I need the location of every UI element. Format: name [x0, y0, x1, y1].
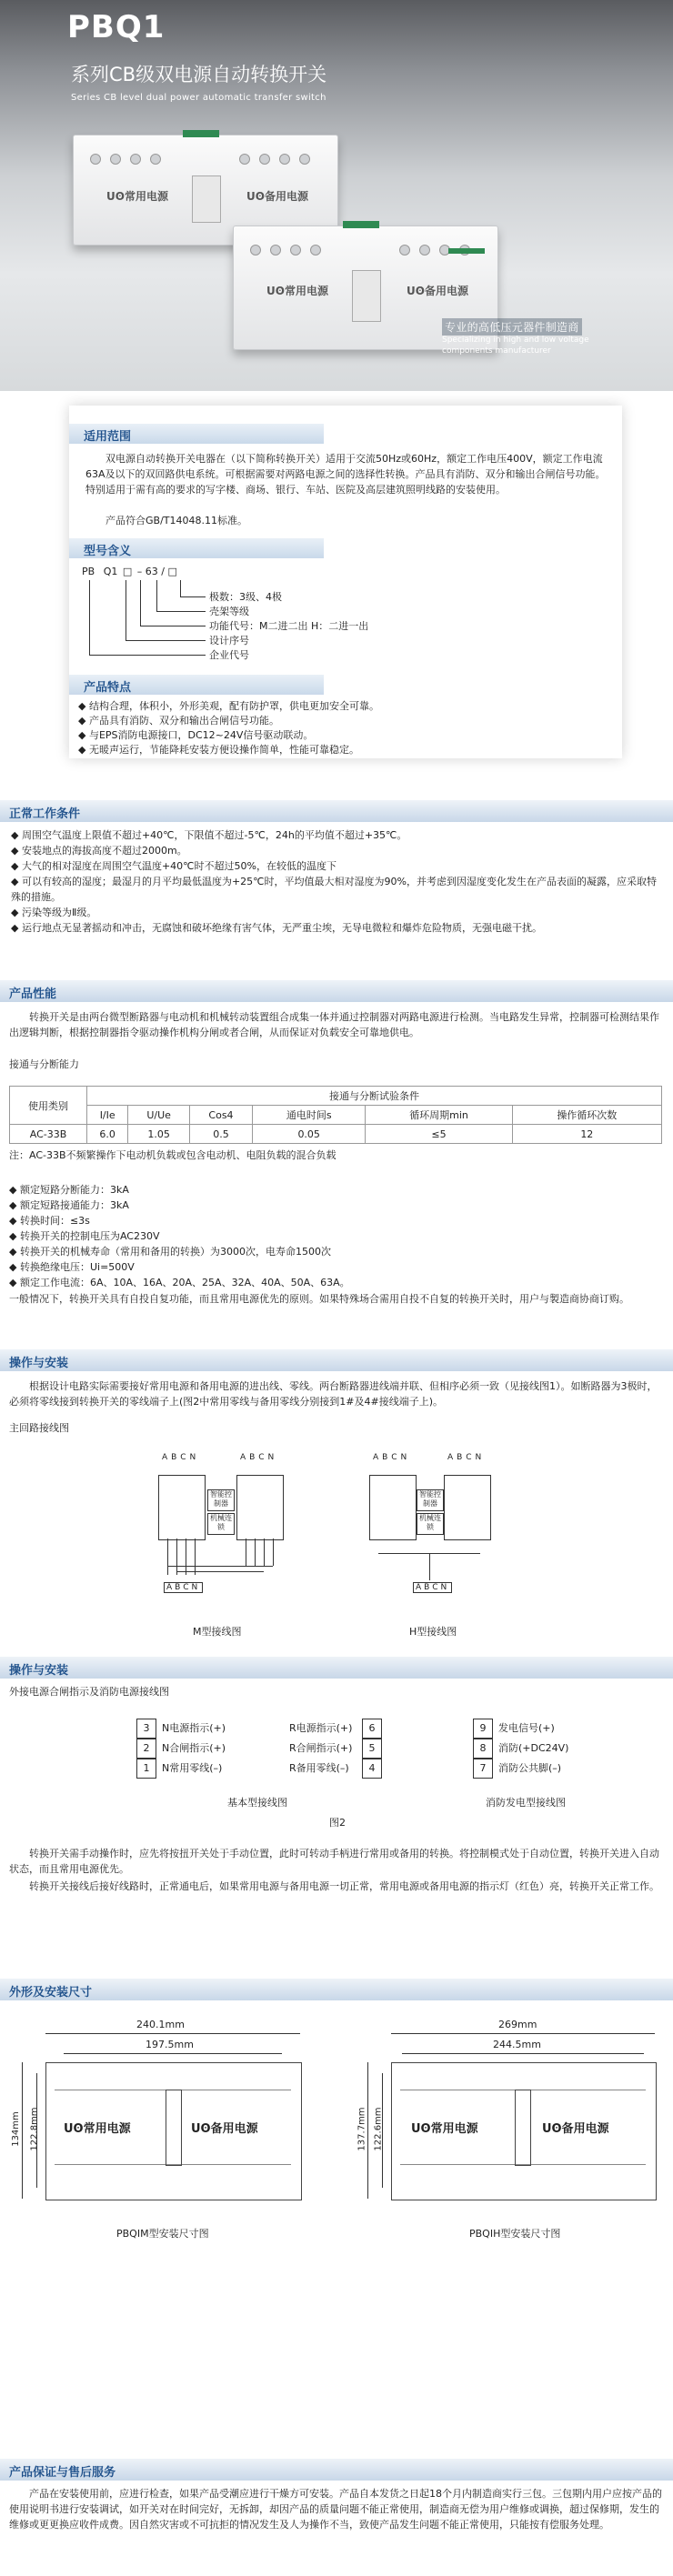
wiring-title: 主回路接线图	[9, 1422, 69, 1434]
install2-subtitle: 外接电源合闸指示及消防电源接线图	[9, 1686, 169, 1698]
m-output-labels: ABCN	[164, 1582, 203, 1593]
h-width-outer: 269mm	[498, 2019, 537, 2030]
terminal-label: N常用零线(–)	[162, 1762, 223, 1774]
code-63: – 63 /	[136, 566, 165, 577]
h-height-outer: 137.7mm	[357, 2107, 367, 2151]
install2-text1: 转换开关需手动操作时，应先将按扭开关处于手动位置，此时可转动手柄进行常用或备用的转换。将控制模式处于自动位置，转换开关进入自动状态，而且常用电源优先。	[9, 1848, 659, 1875]
m-mech-interlock: 机械连锁	[207, 1513, 235, 1535]
normal-heading-bar	[0, 800, 673, 822]
terminal-label: 发电信号(+)	[498, 1722, 555, 1734]
terminal-number: 8	[473, 1739, 493, 1759]
h-height-inner: 122.6mm	[373, 2107, 384, 2151]
table-row	[10, 1125, 662, 1144]
capacity-table	[9, 1086, 662, 1144]
m-width-inner: 197.5mm	[146, 2039, 194, 2050]
scope-text: 双电源自动转换开关电器在（以下简称转换开关）适用于交流50Hz或60Hz，额定工作电压400V，额定工作电流63A及以下的双回路供电系统。可根据需要对两路电源之间的选择性转换。产品具有消防、双分和输出合闸信号功能。特别适用于需有高的要求的写字楼、商场、银行、车站、医院及高层建筑照明线路的安装使用。	[85, 453, 606, 496]
normal-item: ◆ 污染等级为Ⅱ级。	[11, 907, 97, 918]
model-item-company: 企业代号	[209, 649, 249, 661]
terminal-number: 1	[136, 1759, 156, 1779]
spec-item: ◆ 转换开关的控制电压为AC230V	[9, 1230, 160, 1242]
scope-standard: 产品符合GB/T14048.11标准。	[105, 515, 247, 526]
product-title-cn: 系列CB级双电源自动转换开关	[71, 64, 327, 85]
m-phase-labels-left: ABCN	[162, 1453, 200, 1462]
m-width-outer: 240.1mm	[136, 2019, 185, 2030]
col-header: 循环周期min	[366, 1106, 512, 1125]
spec-item: ◆ 转换时间：≤3s	[9, 1215, 90, 1227]
terminal-number: 3	[136, 1719, 156, 1739]
col-category: 使用类别	[10, 1087, 87, 1125]
scope-heading-bar	[69, 424, 324, 444]
m-wiring-diagram	[146, 1453, 309, 1638]
feature-item: ◆ 无暖声运行，节能降耗安装方便设操作简单，性能可靠稳定。	[78, 744, 359, 756]
performance-heading: 产品性能	[9, 987, 57, 1001]
features-heading: 产品特点	[84, 681, 132, 695]
install-heading: 操作与安装	[9, 1357, 69, 1370]
code-pb: PB	[82, 566, 95, 577]
h-phase-labels-left: ABCN	[373, 1453, 411, 1462]
m-label-backup: Uʘ备用电源	[191, 2122, 258, 2136]
h-wiring-diagram	[364, 1453, 518, 1638]
normal-item: ◆ 大气的相对湿度在周围空气温度+40℃时不超过50%，在较低的温度下	[11, 860, 336, 872]
spec-item: ◆ 转换绝缘电压：Ui=500V	[9, 1261, 135, 1273]
feature-item: ◆ 产品具有消防、双分和输出合闸信号功能。	[78, 715, 279, 727]
code-q1: Q1	[103, 566, 118, 577]
performance-text: 转换开关是由两台微型断路器与电动机和机械转动装置组合成集一体并通过控制器对两路电源进行检测。当电路发生异常，控制器可检测结果作出逻辑判断，根据控制器指令驱动操作机构分闸或者合闸，从而保证对负载安全可靠地供电。	[9, 1011, 659, 1038]
device1-label2: Uʘ备用电源	[246, 190, 308, 203]
install2-text2: 转换开关接线后接好线路时，正常通电后，如果常用电源与备用电源一切正常，常用电源或备用电源的指示灯（红色）亮，转换开关正常工作。	[29, 1880, 659, 1892]
install2-heading-bar	[0, 1657, 673, 1679]
model-item-function: 功能代号：M二进二出 H：二进一出	[209, 620, 369, 632]
terminal-label: R电源指示(+)	[289, 1722, 353, 1734]
h-smart-controller: 智能控制器	[417, 1489, 444, 1511]
h-caption: H型接线图	[409, 1626, 457, 1638]
h-mech-interlock: 机械连锁	[417, 1513, 444, 1535]
scope-heading: 适用范围	[84, 430, 132, 444]
model-heading-bar	[69, 538, 324, 558]
m-phase-labels-right: ABCN	[240, 1453, 278, 1462]
install-text: 根据设计电路实际需要接好常用电源和备用电源的进出线、零线。两台断路器进线端并联、但相序必须一致（见接线图1）。如断路器为3极时，必须将零线接到转换开关的零线端子上(图2中常用零线与备用零线分别接到1#及4#接线端子上)。	[9, 1380, 658, 1408]
device2-label2: Uʘ备用电源	[407, 285, 468, 297]
col-header: Cos4	[189, 1106, 252, 1125]
m-height-inner: 122.8mm	[29, 2107, 40, 2151]
h-phase-labels-right: ABCN	[447, 1453, 486, 1462]
fire-terminal-diagram	[473, 1719, 618, 1837]
product-title-en: Series CB level dual power automatic transfer switch	[71, 93, 326, 103]
model-code	[82, 566, 177, 577]
group-header: 接通与分断试验条件	[87, 1087, 662, 1106]
feature-item: ◆ 与EPS消防电源接口，DC12~24V信号驱动联动。	[78, 729, 314, 741]
h-label-backup: Uʘ备用电源	[542, 2122, 609, 2136]
terminal-number: 9	[473, 1719, 493, 1739]
spec-item: ◆ 额定短路分断能力：3kA	[9, 1184, 129, 1196]
terminal-label: R备用零线(–)	[289, 1762, 349, 1774]
m-dimension-drawing	[9, 2019, 318, 2246]
col-header: 通电时间s	[252, 1106, 365, 1125]
cell: 0.5	[189, 1125, 252, 1144]
terminal-number: 4	[362, 1759, 382, 1779]
h-dimension-drawing	[355, 2019, 664, 2246]
device1-label: Uʘ常用电源	[106, 190, 168, 203]
tagline-cn: 专业的高低压元器件制造商	[442, 318, 582, 336]
terminal-number: 7	[473, 1759, 493, 1779]
basic-terminal-diagram	[136, 1719, 409, 1837]
terminal-number: 6	[362, 1719, 382, 1739]
features-heading-bar	[69, 675, 324, 695]
m-height-outer: 134mm	[10, 2111, 21, 2147]
cell: 0.05	[252, 1125, 365, 1144]
warranty-heading: 产品保证与售后服务	[9, 2466, 116, 2480]
terminal-number: 2	[136, 1739, 156, 1759]
basic-caption: 基本型接线图	[227, 1797, 287, 1809]
normal-item: ◆ 安装地点的海拔高度不超过2000m。	[11, 845, 187, 857]
h-label-normal: Uʘ常用电源	[411, 2122, 478, 2136]
tagline-en: Specializing in high and low voltage components manufacturer	[442, 336, 589, 356]
terminal-label: N电源指示(+)	[162, 1722, 226, 1734]
dims-heading: 外形及安装尺寸	[9, 1986, 93, 2000]
cell: 1.05	[128, 1125, 190, 1144]
warranty-text: 产品在安装使用前，应进行检查，如果产品受潮应进行干燥方可安装。产品自本发货之日起18个月内制造商实行三包。三包期内用户应按产品的使用说明书进行安装调试，如开关对在时间完好，无拆卸，却因产品的质量问题不能正常使用，制造商无偿为用户维修或调换，超过保修期，发生的维修或更更换应收件成费。因自然灾害或不可抗拒的情况发生及人为操作不当，致使产品发生问题不能正常使用，只能按有偿服务处理。	[9, 2488, 662, 2531]
h-dim-caption: PBQIH型安装尺寸图	[469, 2228, 561, 2240]
model-heading: 型号含义	[84, 545, 132, 558]
cell: 12	[512, 1125, 661, 1144]
terminal-label: N合闸指示(+)	[162, 1742, 226, 1754]
performance-note2: 一般情况下，转换开关具有自投自复功能，而且常用电源优先的原则。如果特殊场合需用自投不自复的转换开关时，用户与製造商协商订购。	[9, 1293, 629, 1305]
terminal-number: 5	[362, 1739, 382, 1759]
h-width-inner: 244.5mm	[493, 2039, 541, 2050]
col-header: 操作循环次数	[512, 1106, 661, 1125]
model-item-frame: 壳架等级	[209, 606, 249, 617]
hero-banner	[0, 0, 673, 391]
normal-item: ◆ 运行地点无显著摇动和冲击，无腐蚀和破坏绝缘有害气体，无严重尘埃，无导电微粒和爆炸危险物质，无强电磁干扰。	[11, 922, 542, 934]
m-label-normal: Uʘ常用电源	[64, 2122, 131, 2136]
fire-caption: 消防发电型接线图	[486, 1797, 566, 1809]
col-header: U/Ue	[128, 1106, 190, 1125]
m-caption: M型接线图	[193, 1626, 242, 1638]
model-item-design: 设计序号	[209, 635, 249, 647]
intro-card	[69, 406, 622, 758]
m-smart-controller: 智能控制器	[207, 1489, 235, 1511]
col-header: I/Ie	[87, 1106, 128, 1125]
table-note: 注：AC-33B不频繁操作下电动机负载或包含电动机、电阻负载的混合负载	[9, 1149, 336, 1161]
m-dim-caption: PBQIM型安装尺寸图	[116, 2228, 209, 2240]
install2-heading: 操作与安装	[9, 1664, 69, 1678]
spec-item: ◆ 转换开关的机械寿命（常用和备用的转换）为3000次，电寿命1500次	[9, 1246, 331, 1258]
terminal-label: R合闸指示(+)	[289, 1742, 353, 1754]
capacity-title: 接通与分断能力	[9, 1058, 79, 1070]
normal-item: ◆ 周围空气温度上限值不超过+40℃，下限值不超过-5℃，24h的平均值不超过+35℃。	[11, 829, 407, 841]
terminal-label: 消防公共脚(–)	[498, 1762, 562, 1774]
product-model: PBQ1	[67, 9, 166, 45]
normal-heading: 正常工作条件	[9, 807, 81, 821]
h-output-labels: ABCN	[413, 1582, 452, 1593]
warranty-heading-bar	[0, 2459, 673, 2481]
terminal-label: 消防(+DC24V)	[498, 1742, 569, 1754]
figure-label: 图2	[329, 1817, 346, 1829]
code-box2: □	[167, 566, 177, 577]
device2-label: Uʘ常用电源	[266, 285, 328, 297]
dims-heading-bar	[0, 1979, 673, 2000]
install-heading-bar	[0, 1349, 673, 1371]
normal-item: ◆ 可以有较高的湿度；最湿月的月平均最低温度为+25℃时，平均值最大相对湿度为90%，并考虑到因湿度变化发生在产品表面的凝露，应采取特殊的措施。	[11, 876, 657, 903]
cell: 6.0	[87, 1125, 128, 1144]
code-box1: □	[122, 566, 133, 577]
spec-item: ◆ 额定工作电流：6A、10A、16A、20A、25A、32A、40A、50A、63A。	[9, 1277, 350, 1288]
cell: AC-33B	[10, 1125, 87, 1144]
spec-item: ◆ 额定短路接通能力：3kA	[9, 1199, 129, 1211]
model-item-poles: 极数：3级、4极	[209, 591, 282, 603]
feature-item: ◆ 结构合理，体积小，外形美观，配有防护罩，供电更加安全可靠。	[78, 700, 379, 712]
cell: ≤5	[366, 1125, 512, 1144]
performance-heading-bar	[0, 980, 673, 1002]
